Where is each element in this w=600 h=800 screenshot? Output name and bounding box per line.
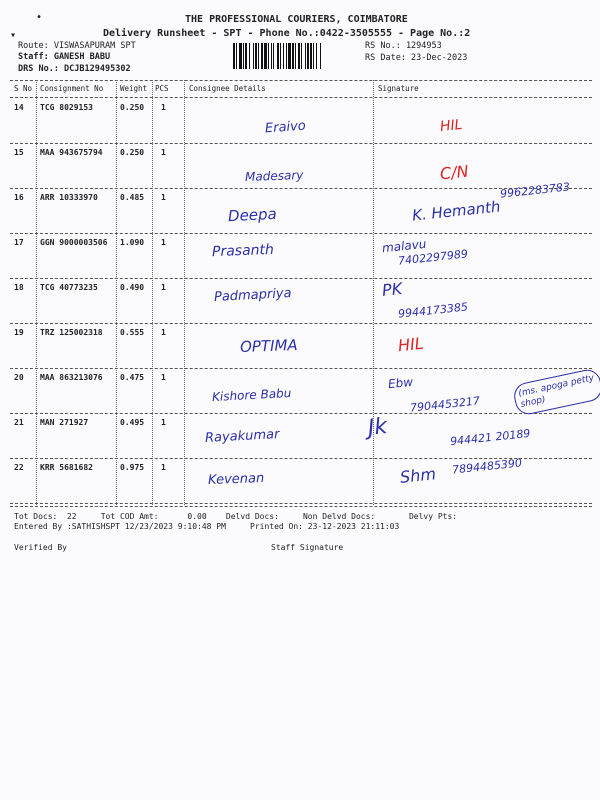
row-consignment: MAA 863213076 [40, 373, 103, 382]
runsheet-subtitle: Delivery Runsheet - SPT - Phone No.:0422-3505555 - Page No.:2 [103, 28, 471, 39]
row-separator [10, 323, 592, 324]
col-consignee: Consignee Details [189, 84, 266, 93]
row-separator [10, 278, 592, 279]
footer-entered: Entered By :SATHISHSPT 12/23/2023 9:10:48 PM Printed On: 23-12-2023 21:11:03 [14, 522, 400, 531]
table-top-rule [10, 80, 592, 81]
row-pcs: 1 [161, 148, 166, 157]
row-sno: 16 [14, 193, 24, 202]
rs-number: RS No.: 1294953 [365, 41, 442, 51]
row-weight: 1.090 [120, 238, 145, 247]
row-sno: 19 [14, 328, 24, 337]
signature-handwriting: Shm [399, 464, 437, 487]
row-consignment: TRZ 125002318 [40, 328, 103, 337]
consignee-handwriting: Prasanth [211, 241, 275, 261]
barcode [233, 43, 358, 69]
signature-handwriting: HIL [439, 116, 464, 136]
row-weight: 0.975 [120, 463, 145, 472]
consignee-handwriting: Rayakumar [204, 427, 280, 446]
row-weight: 0.475 [120, 373, 145, 382]
corner-mark-2: ▾ [10, 30, 17, 41]
row-pcs: 1 [161, 283, 166, 292]
consignee-handwriting: Madesary [244, 167, 304, 185]
row-pcs: 1 [161, 373, 166, 382]
row-consignment: ARR 10333970 [40, 193, 98, 202]
signature-phone-handwriting: 9944173385 [397, 300, 469, 321]
signature-phone-handwriting: 9962283783 [499, 180, 571, 201]
company-title: THE PROFESSIONAL COURIERS, COIMBATORE [185, 14, 408, 25]
row-sno: 15 [14, 148, 24, 157]
row-sno: 14 [14, 103, 24, 112]
row-weight: 0.555 [120, 328, 145, 337]
row-consignment: MAA 943675794 [40, 148, 103, 157]
row-separator [10, 413, 592, 414]
row-sno: 22 [14, 463, 24, 472]
signature-phone-handwriting: 7894485390 [451, 456, 523, 477]
staff-label: Staff: GANESH BABU [18, 52, 111, 62]
row-pcs: 1 [161, 238, 166, 247]
consignee-handwriting: OPTIMA [239, 335, 298, 357]
signature-handwriting: malavu [381, 236, 428, 256]
signature-handwriting: Ebw [387, 374, 414, 392]
consignee-handwriting: Kevenan [207, 471, 265, 488]
signature-phone-handwriting: 944421 20189 [449, 426, 531, 449]
row-sno: 18 [14, 283, 24, 292]
row-weight: 0.250 [120, 103, 145, 112]
signature-handwriting: K. Hemanth [411, 197, 502, 225]
row-pcs: 1 [161, 193, 166, 202]
row-pcs: 1 [161, 103, 166, 112]
row-separator [10, 233, 592, 234]
side-note-handwriting: (ms. apoga petty shop) [512, 367, 600, 417]
row-sno: 21 [14, 418, 24, 427]
signature-phone-handwriting: 7402297989 [397, 247, 469, 268]
row-weight: 0.250 [120, 148, 145, 157]
staff-signature-label: Staff Signature [271, 543, 344, 552]
row-sno: 20 [14, 373, 24, 382]
row-consignment: GGN 9000003506 [40, 238, 108, 247]
rs-date: RS Date: 23-Dec-2023 [365, 53, 468, 63]
row-consignment: TCG 8029153 [40, 103, 93, 112]
consignee-handwriting: Eraivo [264, 118, 307, 137]
col-sno: S No [14, 84, 33, 93]
row-sno: 17 [14, 238, 24, 247]
row-separator [10, 368, 592, 369]
row-consignment: KRR 5681682 [40, 463, 93, 472]
table-header-rule [10, 97, 592, 98]
row-pcs: 1 [161, 418, 166, 427]
drs-number: DRS No.: DCJB129495302 [18, 64, 131, 74]
row-separator [10, 503, 592, 504]
consignee-handwriting: Kishore Babu [211, 385, 292, 405]
col-signature: Signature [378, 84, 419, 93]
footer-totals: Tot Docs: 22 Tot COD Amt: 0.00 Delvd Docs: Non Delvd Docs: Delvy Pts: [14, 512, 458, 521]
row-separator [10, 143, 592, 144]
row-consignment: MAN 271927 [40, 418, 89, 427]
row-pcs: 1 [161, 463, 166, 472]
row-pcs: 1 [161, 328, 166, 337]
col-consignment: Consignment No [40, 84, 104, 93]
route-label: Route: VISWASAPURAM SPT [18, 41, 136, 51]
signature-handwriting: Jk [366, 414, 389, 441]
col-pcs: PCS [155, 84, 169, 93]
row-weight: 0.490 [120, 283, 145, 292]
signature-phone-handwriting: 7904453217 [409, 394, 481, 415]
signature-handwriting: PK [381, 278, 404, 301]
row-weight: 0.485 [120, 193, 145, 202]
col-weight: Weight [120, 84, 148, 93]
verified-by-label: Verified By [14, 543, 67, 552]
signature-handwriting: HIL [397, 333, 425, 356]
row-consignment: TCG 40773235 [40, 283, 98, 292]
row-weight: 0.495 [120, 418, 145, 427]
consignee-handwriting: Padmapriya [213, 285, 292, 306]
table-bottom-rule [10, 506, 592, 507]
consignee-handwriting: Deepa [227, 204, 278, 226]
corner-mark: • [36, 12, 43, 23]
signature-handwriting: C/N [439, 161, 470, 184]
